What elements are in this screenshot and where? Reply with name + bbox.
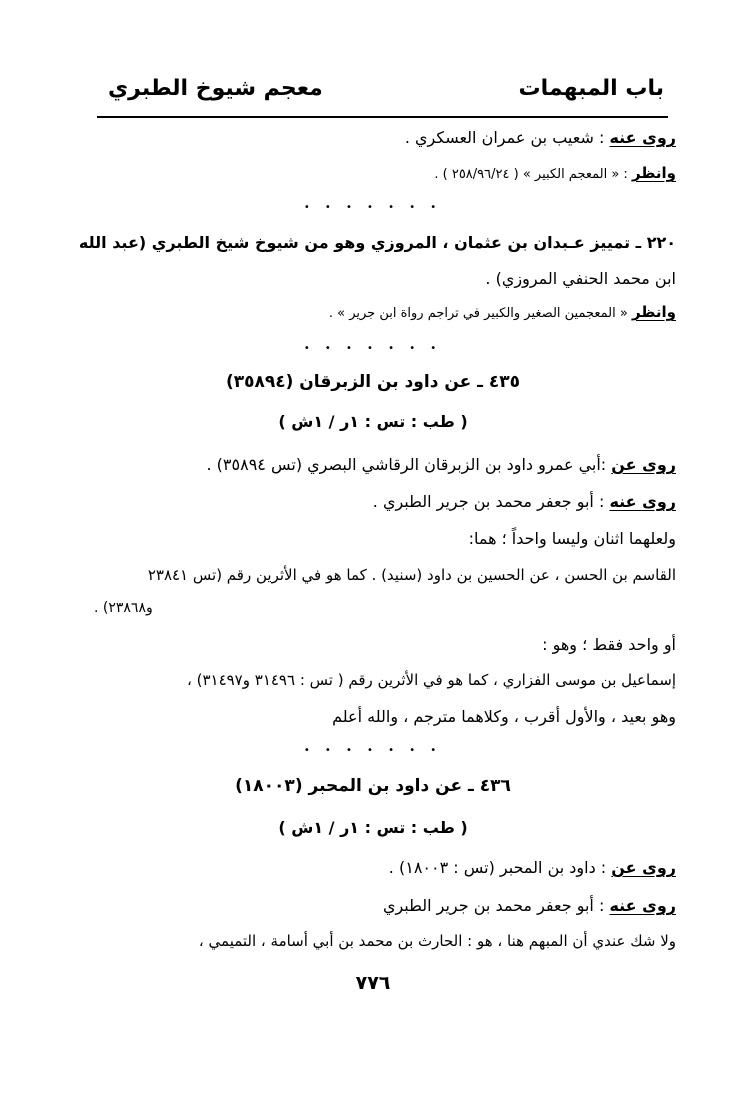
line-text: أو واحد فقط ؛ وهو : xyxy=(542,635,676,654)
running-header-chapter: باب المبهمات xyxy=(518,76,664,101)
text-line xyxy=(373,492,676,511)
entry-label: روى عنه xyxy=(609,492,676,511)
entry-heading: ٤٣٦ ـ عن داود بن المحبر (١٨٠٠٣) xyxy=(235,776,511,796)
entry-heading: ٤٣٥ ـ عن داود بن الزبرقان (٣٥٨٩٤) xyxy=(225,372,521,392)
entry-label: روى عن xyxy=(611,455,676,474)
text-line xyxy=(94,600,153,616)
line-text: : أبو جعفر محمد بن جرير الطبري xyxy=(382,896,610,915)
line-text: « المعجمين الصغير والكبير في تراجم رواة ابن جرير » . xyxy=(328,306,632,321)
entry-label: وانظر xyxy=(631,303,676,321)
text-line xyxy=(79,233,676,252)
line-text: وهو بعيد ، والأول أقرب ، وكلاهما مترجم ، والله أعلم xyxy=(332,707,676,726)
text-line xyxy=(389,858,676,877)
text-line xyxy=(207,455,677,474)
entry-label: روى عن xyxy=(611,858,676,877)
text-line xyxy=(383,896,676,915)
line-text: : داود بن المحبر (تس : ١٨٠٠٣) . xyxy=(388,858,612,877)
line-text: : شعيب بن عمران العسكري . xyxy=(404,128,610,147)
entry-label: روى عنه xyxy=(609,896,676,915)
line-text: :أبي عمرو داود بن الزبرقان الرقاشي البصري (تس ٣٥٨٩٤) . xyxy=(206,455,612,474)
entry-label: روى عنه xyxy=(609,128,676,147)
entry-subheading: ( طب : تس : ١ر / ١ش ) xyxy=(278,412,468,431)
text-line xyxy=(485,269,676,288)
line-text: القاسم بن الحسن ، عن الحسين بن داود (سنيد) . كما هو في الأثرين رقم (تس ٢٣٨٤١ xyxy=(147,566,676,584)
line-text: ولعلهما اثنان وليسا واحداً ؛ هما: xyxy=(468,529,676,548)
line-text: ابن محمد الحنفي المروزي) . xyxy=(485,269,676,288)
running-header-book-title: معجم شيوخ الطبري xyxy=(108,76,323,101)
line-text: عـبدان بن عثمان ، المروزي وهو من شيوخ شيخ الطبري (عبد الله xyxy=(78,233,591,252)
line-text: إسماعيل بن موسى الفزاري ، كما هو في الأثرين رقم ( تس : ٣١٤٩٦ و٣١٤٩٧) ، xyxy=(186,671,676,689)
text-line xyxy=(405,128,676,147)
entry-subheading: ( طب : تس : ١ر / ١ش ) xyxy=(278,818,468,837)
line-text: : أبو جعفر محمد بن جرير الطبري . xyxy=(372,492,610,511)
text-line xyxy=(469,529,676,548)
page-number: ٧٧٦ xyxy=(355,972,391,994)
section-separator: • • • • • • • xyxy=(303,343,443,354)
line-text: و٢٣٨٦٨) . xyxy=(94,600,153,616)
text-line xyxy=(329,303,676,321)
text-line xyxy=(148,566,676,584)
text-line xyxy=(199,932,676,950)
entry-label: وانظر xyxy=(631,164,676,182)
text-line xyxy=(187,671,676,689)
header-rule xyxy=(97,116,668,118)
text-line xyxy=(332,707,676,726)
text-line xyxy=(434,164,676,182)
section-separator: • • • • • • • xyxy=(303,745,443,756)
entry-number: ٢٢٠ ـ تمييز xyxy=(590,233,676,252)
line-text: : « المعجم الكبير » ( ٢٥٨/٩٦/٢٤ ) . xyxy=(434,167,632,182)
text-line xyxy=(542,635,676,654)
section-separator: • • • • • • • xyxy=(303,202,443,213)
line-text: ولا شك عندي أن المبهم هنا ، هو : الحارث بن محمد بن أبي أسامة ، التميمي ، xyxy=(198,932,676,950)
